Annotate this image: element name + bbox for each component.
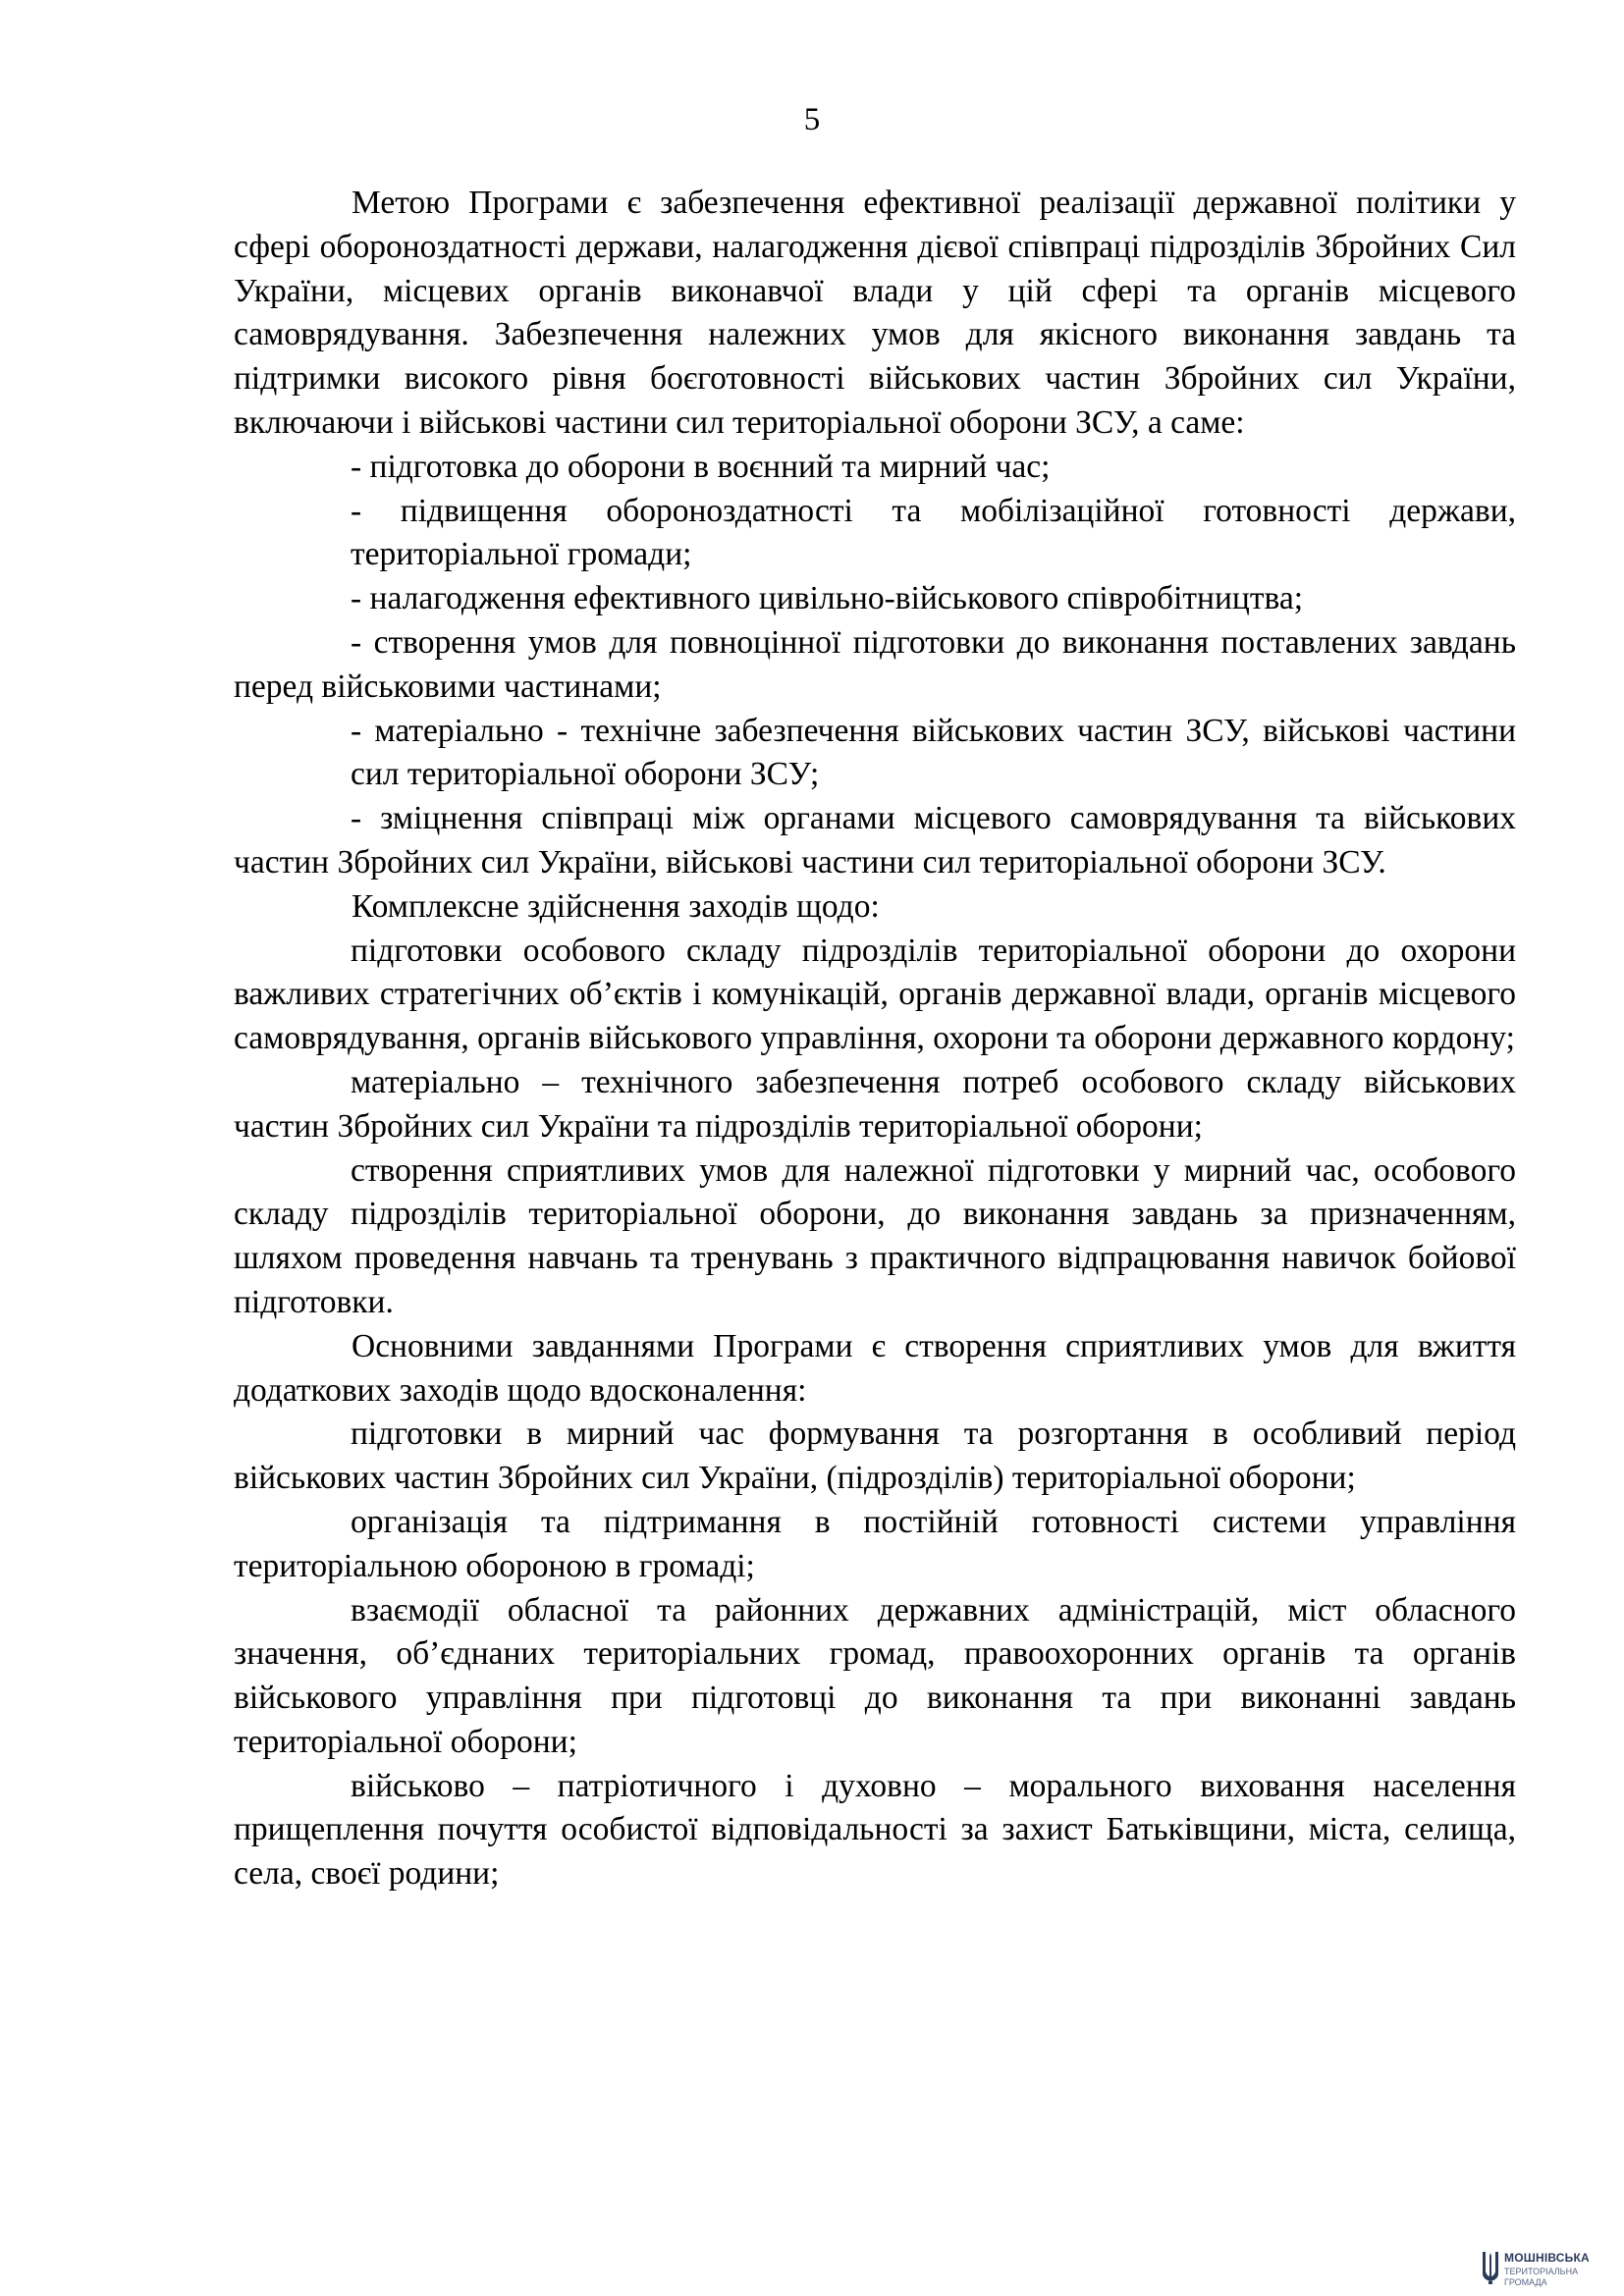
paragraph-main-tasks: Основними завданнями Програми є створення сприятливих умов для вжиття додаткових заходів щодо вдосконалення: — [234, 1327, 1516, 1409]
list-item: - підвищення обороноздатності та мобілізаційної готовності держави, територіальної громади; — [351, 492, 1516, 573]
paragraph: матеріально – технічного забезпечення потреб особового складу військових частин Збройних сил України та підрозділів територіальної оборони; — [234, 1063, 1516, 1145]
paragraph: організація та підтримання в постійній готовності системи управління територіальною обороною в громаді; — [234, 1503, 1516, 1584]
paragraph: взаємодії обласної та районних державних адміністрацій, міст обласного значення, об’єднаних територіальних громад, правоохоронних органів та органів військового управління при підготовці до виконання та при виконанні завдань територіальної оборони; — [234, 1591, 1516, 1760]
list-item: - матеріально - технічне забезпечення військових частин ЗСУ, військові частини сил територіальної оборони ЗСУ; — [351, 712, 1516, 793]
page-number: 5 — [803, 102, 821, 137]
community-logo — [1481, 2248, 1618, 2291]
logo-line-3: ГРОМАДА — [1504, 2277, 1547, 2287]
logo-line-1: МОШНІВСЬКА — [1504, 2251, 1590, 2265]
paragraph: створення сприятливих умов для належної підготовки у мирний час, особового складу підрозділів територіальної оборони, до виконання завдань за призначенням, шляхом проведення навчань та тренувань з практичного відпрацювання навичок бойової підготовки. — [234, 1151, 1516, 1320]
paragraph: підготовки особового складу підрозділів територіальної оборони до охорони важливих стратегічних об’єктів і комунікацій, органів державної влади, органів місцевого самоврядування, органів військового управління, охорони та оборони державного кордону; — [234, 932, 1516, 1057]
list-item: - налагодження ефективного цивільно-військового співробітництва; — [351, 580, 1304, 617]
document-body — [234, 182, 1516, 1896]
paragraph: військово – патріотичного і духовно – морального виховання населення прищеплення почуття особистої відповідальності за захист Батьківщини, міста, селища, села, своєї родини; — [234, 1767, 1516, 1893]
list-item: - зміцнення співпраці між органами місцевого самоврядування та військових частин Збройних сил України, військові частини сил територіальної оборони ЗСУ. — [234, 800, 1516, 881]
paragraph-measures-heading: Комплексне здійснення заходів щодо: — [352, 887, 880, 925]
paragraph: підготовки в мирний час формування та розгортання в особливий період військових частин Збройних сил України, (підрозділів) територіальної оборони; — [234, 1415, 1516, 1497]
paragraph-goal: Метою Програми є забезпечення ефективної реалізації державної політики у сфері обороноздатності держави, налагодження дієвої співпраці підрозділів Збройних Сил України, місцевих органів виконавчої влади у цій сфері та органів місцевого самоврядування. Забезпечення належних умов для якісного виконання завдань та підтримки високого рівня боєготовності військових частин Збройних сил України, включаючи і військові частини сил територіальної оборони ЗСУ, а саме: — [234, 185, 1516, 441]
logo-line-2: ТЕРИТОРІАЛЬНА — [1504, 2267, 1579, 2276]
list-item: - створення умов для повноцінної підготовки до виконання поставлених завдань перед військовими частинами; — [234, 623, 1516, 705]
trident-icon — [1481, 2250, 1500, 2290]
list-item: - підготовка до оборони в воєнний та мирний час; — [351, 448, 1051, 485]
